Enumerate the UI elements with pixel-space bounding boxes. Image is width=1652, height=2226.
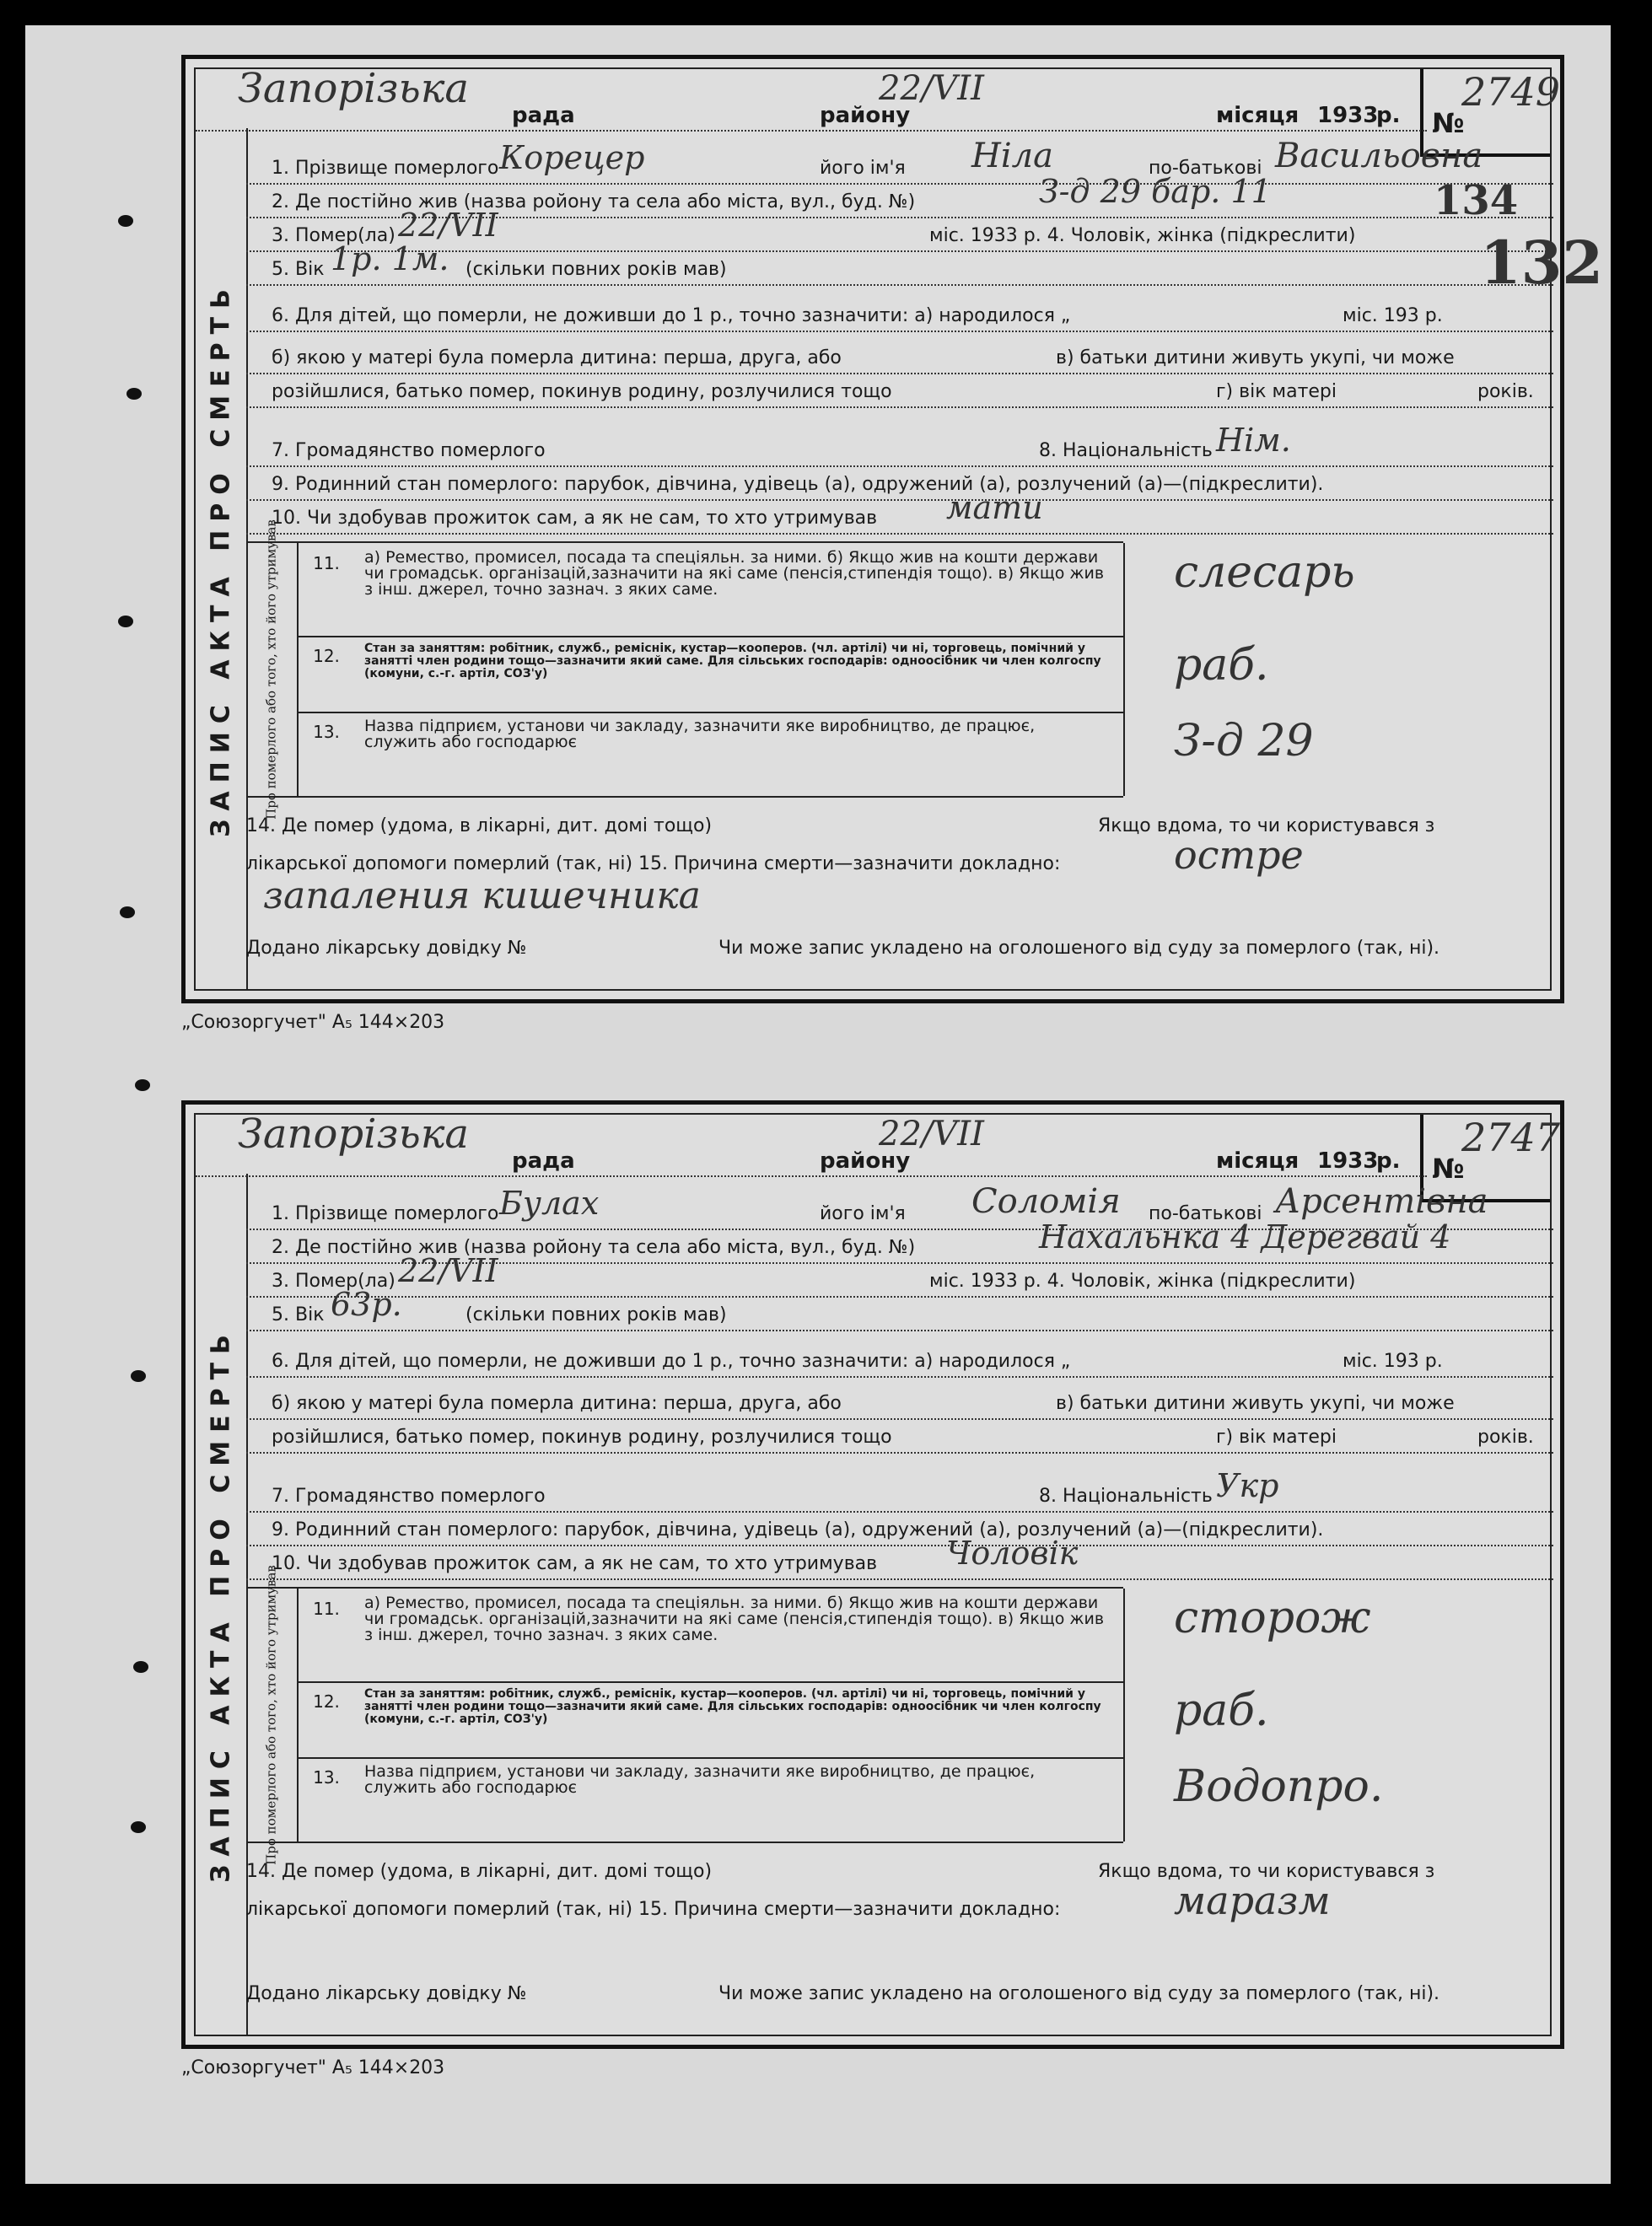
home-care-label: Якщо вдома, то чи користувався з bbox=[1098, 1861, 1435, 1882]
row-1-label-3: по-батькові bbox=[1149, 1203, 1262, 1224]
court-declared-label: Чи може запис укладено на оголошеного від суду за померлого (так, ні). bbox=[718, 1983, 1440, 2004]
record-number: 2749 bbox=[1461, 69, 1561, 115]
court-declared-label: Чи може запис укладено на оголошеного від суду за померлого (так, ні). bbox=[718, 938, 1440, 959]
row-4-handwritten: 63р. bbox=[331, 1286, 402, 1323]
row-7-label: розійшлися, батько помер, покинув родину, розлучилися тощо bbox=[272, 381, 892, 402]
sub-row-number: 13. bbox=[313, 722, 340, 742]
row-7-label-3: років. bbox=[1477, 1427, 1534, 1448]
sub-row-number: 11. bbox=[313, 1599, 340, 1619]
row-8-label: 7. Громадянство померлого bbox=[272, 440, 546, 461]
medical-certificate-label: Додано лікарську довідку № bbox=[246, 1983, 527, 2004]
row-5-label: 6. Для дітей, що померли, не доживши до 1 р., точно зазначити: а) народилося „ bbox=[272, 305, 1071, 326]
occupation-side-label: Про померлого або того, хто його утримував bbox=[246, 543, 299, 796]
row-7-label-2: г) вік матері bbox=[1216, 381, 1337, 402]
sub-row-number: 12. bbox=[313, 646, 340, 666]
side-title: ЗАПИС АКТА ПРО СМЕРТЬ bbox=[196, 128, 248, 989]
rada-label: рада bbox=[512, 103, 575, 128]
sub-row-number: 11. bbox=[313, 553, 340, 573]
punch-hole bbox=[126, 388, 142, 400]
sub-row-text: Стан за заняттям: робітник, служб., реміснік, кустар—кооперов. (чл. артілі) чи ні, торговець, помічний у занятті член родини тощо—зазначити який саме. Для сільських господарів: одноосібник чи член колгоспу (комуни, с.-г. артіл, СОЗ'у) bbox=[364, 1687, 1101, 1726]
sub-row-text: Стан за заняттям: робітник, служб., реміснік, кустар—кооперов. (чл. артілі) чи ні, торговець, помічний у занятті член родини тощо—зазначити який саме. Для сільських господарів: одноосібник чи член колгоспу (комуни, с.-г. артіл, СОЗ'у) bbox=[364, 642, 1101, 680]
row-1-label-3: по-батькові bbox=[1149, 158, 1262, 179]
death-place-label: 14. Де помер (удома, в лікарні, дит. домі тощо) bbox=[246, 1861, 713, 1882]
sub-row-text: а) Ремество, промисел, посада та спеціяльн. за ними. б) Якщо жив на кошти держави чи громадськ. організацій,зазначити на які саме (пенсія,стипендія тощо). в) Якщо жив з інш. джерел, точно зазнач. з яких саме. bbox=[364, 1594, 1105, 1644]
row-2-handwritten: З-д 29 бар. 11 bbox=[1039, 173, 1272, 210]
row-9-label: 9. Родинний стан померлого: парубок, дівчина, удівець (а), одружений (а), розлучений (а)—(підкреслити). bbox=[272, 474, 1324, 495]
rada-label: рада bbox=[512, 1148, 575, 1174]
punch-hole bbox=[118, 616, 133, 627]
death-place-label: 14. Де помер (удома, в лікарні, дит. домі тощо) bbox=[246, 815, 713, 836]
cause-value-2: запаления кишечника bbox=[263, 874, 701, 917]
occupation-side-label: Про померлого або того, хто його утримував bbox=[246, 1589, 299, 1842]
form-footer: „Союзоргучет" А₅ 144×203 bbox=[181, 1012, 445, 1033]
row-2-handwritten: Нахальнка 4 Дерегвай 4 bbox=[1039, 1218, 1451, 1255]
row-8-label-2: 8. Національність bbox=[1039, 440, 1213, 461]
row-2-label: 2. Де постійно жив (назва ройону та села або міста, вул., буд. №) bbox=[272, 1237, 916, 1258]
number-symbol: № bbox=[1432, 107, 1465, 139]
year-suffix: р. bbox=[1376, 103, 1401, 128]
punch-hole bbox=[135, 1079, 150, 1091]
row-1-label-2: його ім'я bbox=[820, 1203, 906, 1224]
row-10-handwritten: Чоловік bbox=[946, 1535, 1079, 1572]
sub-row-text: а) Ремество, промисел, посада та спеціяльн. за ними. б) Якщо жив на кошти держави чи громадськ. організацій,зазначити на які саме (пенсія,стипендія тощо). в) Якщо жив з інш. джерел, точно зазнач. з яких саме. bbox=[364, 548, 1105, 599]
row-6-label-2: в) батьки дитини живуть укупі, чи може bbox=[1056, 1393, 1455, 1414]
row-4-label-2: (скільки повних років мав) bbox=[465, 1304, 727, 1325]
punch-hole bbox=[133, 1661, 148, 1673]
row-7-label-2: г) вік матері bbox=[1216, 1427, 1337, 1448]
row-1-label: 1. Прізвище померлого bbox=[272, 158, 499, 179]
margin-number: 132 bbox=[1480, 228, 1604, 298]
sub-row-handwritten: раб. bbox=[1174, 1686, 1269, 1736]
death-record-form bbox=[181, 1100, 1564, 2049]
margin-number: 134 bbox=[1434, 177, 1519, 224]
number-symbol: № bbox=[1432, 1153, 1465, 1185]
row-3-handwritten: 22/VII bbox=[398, 207, 498, 244]
sub-row-number: 12. bbox=[313, 1691, 340, 1712]
row-10-handwritten: мати bbox=[946, 489, 1043, 526]
sub-row-text: Назва підприєм, установи чи закладу, зазначити яке виробництво, де працює, служить або господарює bbox=[364, 717, 1036, 751]
rada-value: Запорізька bbox=[238, 65, 470, 112]
rada-value: Запорізька bbox=[238, 1110, 470, 1158]
row-4-label: 5. Вік bbox=[272, 1304, 325, 1325]
row-1-label-2: його ім'я bbox=[820, 158, 906, 179]
row-8-label-2: 8. Національність bbox=[1039, 1486, 1213, 1507]
row-5-label: 6. Для дітей, що померли, не доживши до 1 р., точно зазначити: а) народилося „ bbox=[272, 1351, 1071, 1372]
sub-row-handwritten: Водопро. bbox=[1174, 1761, 1384, 1812]
occupation-block bbox=[246, 519, 1355, 820]
row-6-label: б) якою у матері була померла дитина: перша, друга, або bbox=[272, 347, 842, 368]
row-10-label: 10. Чи здобував прожиток сам, а як не сам, то хто утримував bbox=[272, 1553, 878, 1574]
row-8-label: 7. Громадянство померлого bbox=[272, 1486, 546, 1507]
row-9-label: 9. Родинний стан померлого: парубок, дівчина, удівець (а), одружений (а), розлучений (а)—(підкреслити). bbox=[272, 1519, 1324, 1540]
rayon-label: району bbox=[820, 1148, 911, 1174]
sub-row-number: 13. bbox=[313, 1767, 340, 1788]
sub-row-handwritten: З-д 29 bbox=[1174, 716, 1314, 766]
year-value: 1933 bbox=[1317, 103, 1379, 128]
side-title: ЗАПИС АКТА ПРО СМЕРТЬ bbox=[196, 1174, 248, 2035]
sub-row-text: Назва підприєм, установи чи закладу, зазначити яке виробництво, де працює, служить або господарює bbox=[364, 1762, 1036, 1797]
row-1-label: 1. Прізвище померлого bbox=[272, 1203, 499, 1224]
row-4-label-2: (скільки повних років мав) bbox=[465, 259, 727, 280]
rayon-value: 22/VII bbox=[879, 69, 984, 108]
cause-label: лікарської допомоги померлий (так, ні) 15. Причина смерти—зазначити докладно: bbox=[246, 1899, 1061, 1920]
row-5-label-2: міс. 193 р. bbox=[1343, 305, 1443, 326]
death-record-form bbox=[181, 55, 1564, 1003]
row-3-label-2: міс. 1933 р. 4. Чоловік, жінка (підкреслити) bbox=[929, 1271, 1356, 1292]
record-number: 2747 bbox=[1461, 1115, 1561, 1160]
row-4-handwritten: 1р. 1м. bbox=[331, 240, 449, 277]
medical-certificate-label: Додано лікарську довідку № bbox=[246, 938, 527, 959]
cause-label: лікарської допомоги померлий (так, ні) 15. Причина смерти—зазначити докладно: bbox=[246, 853, 1061, 874]
punch-hole bbox=[120, 906, 135, 918]
row-7-label: розійшлися, батько помер, покинув родину, розлучилися тощо bbox=[272, 1427, 892, 1448]
sub-row-handwritten: слесарь bbox=[1174, 547, 1355, 598]
row-4-label: 5. Вік bbox=[272, 259, 325, 280]
first-name-handwritten: Соломія bbox=[971, 1182, 1121, 1221]
row-6-label: б) якою у матері була померла дитина: перша, друга, або bbox=[272, 1393, 842, 1414]
row-3-handwritten: 22/VII bbox=[398, 1252, 498, 1289]
row-6-label-2: в) батьки дитини живуть укупі, чи може bbox=[1056, 347, 1455, 368]
first-name-handwritten: Ніла bbox=[971, 137, 1053, 175]
row-8-handwritten: Укр bbox=[1216, 1467, 1279, 1504]
occupation-block bbox=[246, 1565, 1384, 1865]
punch-hole bbox=[131, 1370, 146, 1382]
row-8-handwritten: Нім. bbox=[1216, 422, 1291, 459]
row-2-label: 2. Де постійно жив (назва ройону та села або міста, вул., буд. №) bbox=[272, 191, 916, 212]
patronymic-handwritten: Васильовна bbox=[1275, 137, 1483, 175]
row-3-label: 3. Помер(ла) bbox=[272, 225, 396, 246]
sub-row-handwritten: раб. bbox=[1174, 640, 1269, 691]
row-1-handwritten: Корецер bbox=[499, 139, 645, 176]
row-7-label-3: років. bbox=[1477, 381, 1534, 402]
rayon-label: району bbox=[820, 103, 911, 128]
patronymic-handwritten: Арсентівна bbox=[1275, 1182, 1488, 1221]
punch-hole bbox=[131, 1821, 146, 1833]
home-care-label: Якщо вдома, то чи користувався з bbox=[1098, 815, 1435, 836]
month-label: місяця bbox=[1216, 1148, 1300, 1174]
rayon-value: 22/VII bbox=[879, 1115, 984, 1153]
row-5-label-2: міс. 193 р. bbox=[1343, 1351, 1443, 1372]
row-3-label: 3. Помер(ла) bbox=[272, 1271, 396, 1292]
row-3-label-2: міс. 1933 р. 4. Чоловік, жінка (підкреслити) bbox=[929, 225, 1356, 246]
row-1-handwritten: Булах bbox=[499, 1185, 600, 1222]
year-suffix: р. bbox=[1376, 1148, 1401, 1174]
cause-value: остре bbox=[1174, 832, 1304, 878]
month-label: місяця bbox=[1216, 103, 1300, 128]
cause-value: маразм bbox=[1174, 1878, 1331, 1923]
row-10-label: 10. Чи здобував прожиток сам, а як не сам, то хто утримував bbox=[272, 508, 878, 529]
punch-hole bbox=[118, 215, 133, 227]
year-value: 1933 bbox=[1317, 1148, 1379, 1174]
form-footer: „Союзоргучет" А₅ 144×203 bbox=[181, 2057, 445, 2078]
sub-row-handwritten: сторож bbox=[1174, 1593, 1371, 1643]
